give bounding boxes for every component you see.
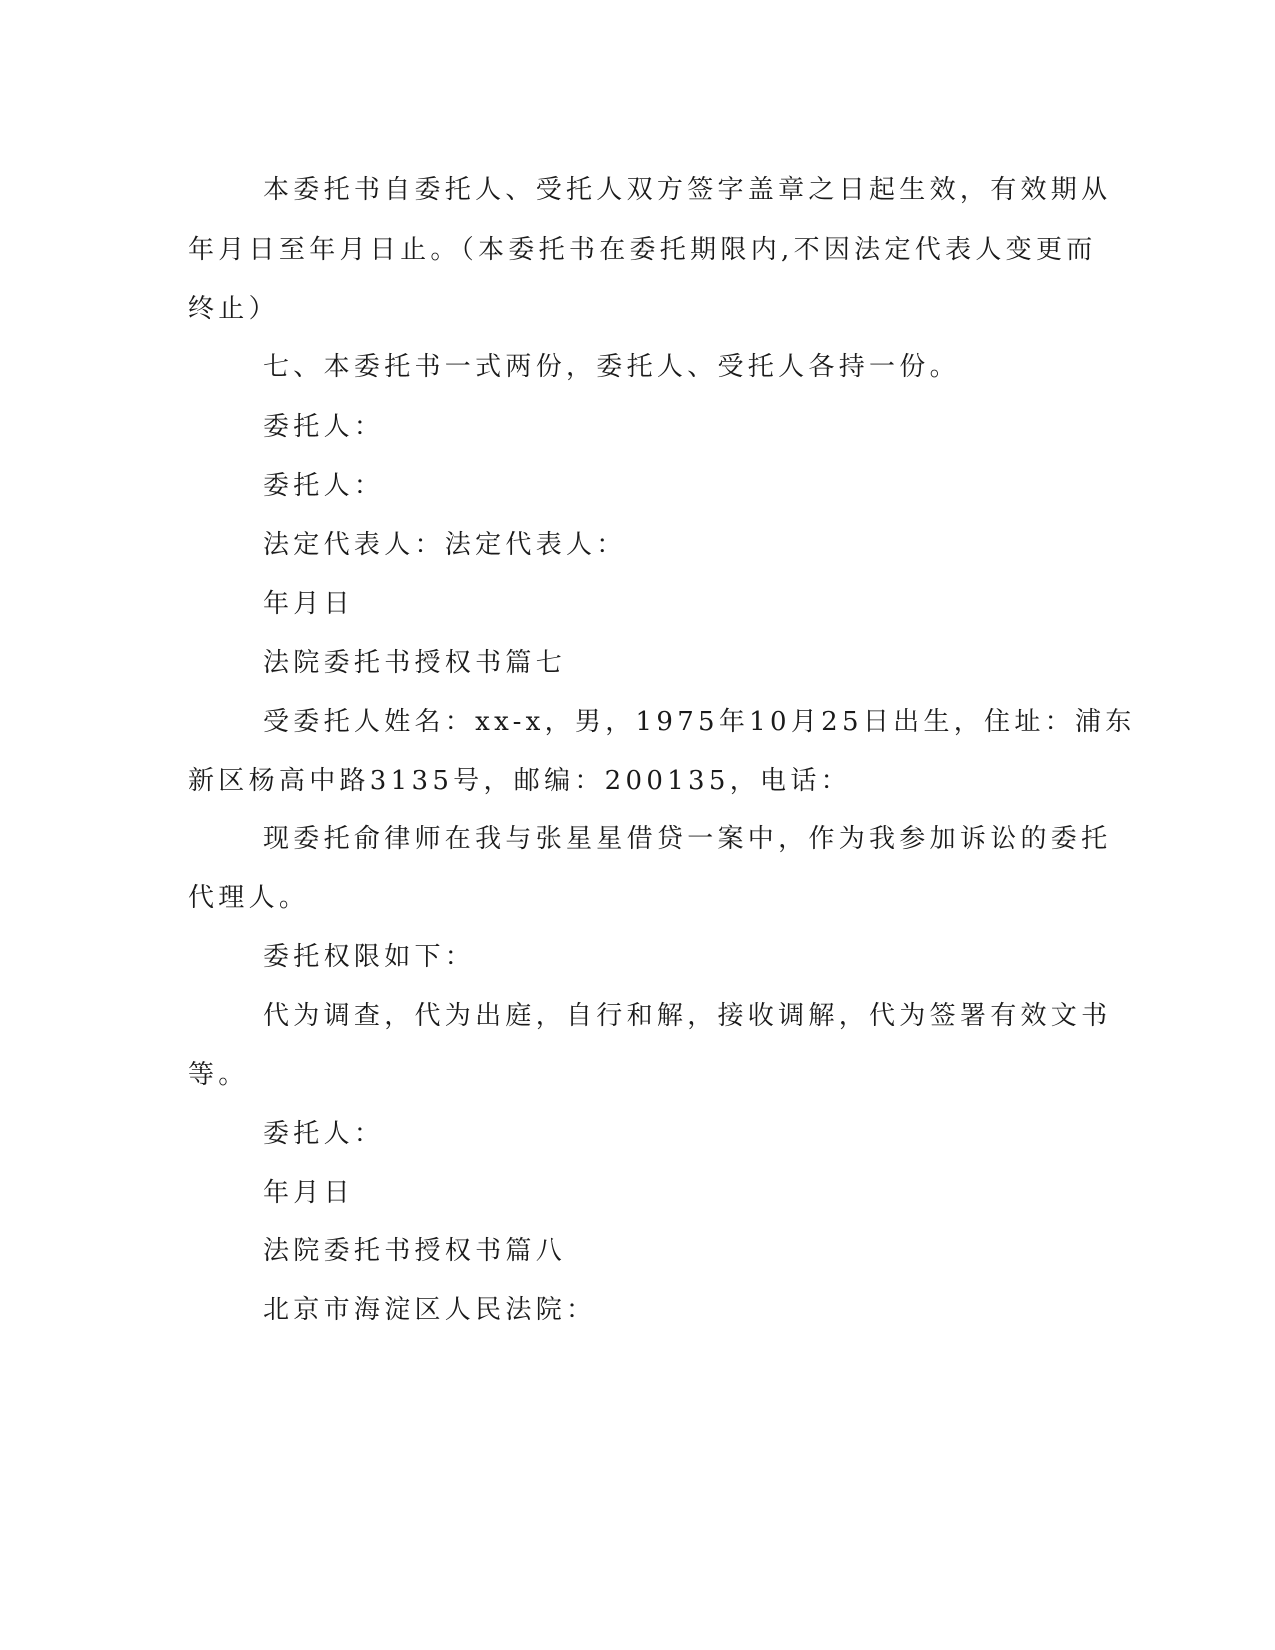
clause-seven: 七、本委托书一式两份，委托人、受托人各持一份。 bbox=[263, 352, 960, 382]
paragraph-effective-date-line-3: 终止） bbox=[188, 294, 279, 324]
agent-info-line-2: 新区杨高中路3135号，邮编：200135，电话： bbox=[188, 766, 851, 796]
signature-date-1: 年月日 bbox=[263, 589, 354, 619]
appointment-line-1: 现委托俞律师在我与张星星借贷一案中，作为我参加诉讼的委托 bbox=[263, 824, 1112, 854]
authority-scope-line-2: 等。 bbox=[188, 1060, 249, 1090]
addressee-court: 北京市海淀区人民法院： bbox=[263, 1295, 597, 1325]
agent-info-line-1: 受委托人姓名：xx-x，男，1975年10月25日出生，住址：浦东 bbox=[263, 707, 1136, 737]
paragraph-effective-date-line-2: 年月日至年月日止。（本委托书在委托期限内,不因法定代表人变更而 bbox=[188, 235, 1097, 265]
signature-date-2: 年月日 bbox=[263, 1178, 354, 1208]
signature-legal-representatives: 法定代表人：法定代表人： bbox=[263, 530, 627, 560]
signature-principal-2: 委托人： bbox=[263, 471, 385, 501]
authority-heading: 委托权限如下： bbox=[263, 942, 476, 972]
section-heading-eight: 法院委托书授权书篇八 bbox=[263, 1236, 567, 1266]
signature-principal-3: 委托人： bbox=[263, 1119, 385, 1149]
signature-principal-1: 委托人： bbox=[263, 412, 385, 442]
authority-scope-line-1: 代为调查，代为出庭，自行和解，接收调解，代为签署有效文书 bbox=[263, 1001, 1112, 1031]
paragraph-effective-date-line-1: 本委托书自委托人、受托人双方签字盖章之日起生效，有效期从 bbox=[263, 175, 1112, 205]
section-heading-seven: 法院委托书授权书篇七 bbox=[263, 648, 567, 678]
appointment-line-2: 代理人。 bbox=[188, 883, 310, 913]
